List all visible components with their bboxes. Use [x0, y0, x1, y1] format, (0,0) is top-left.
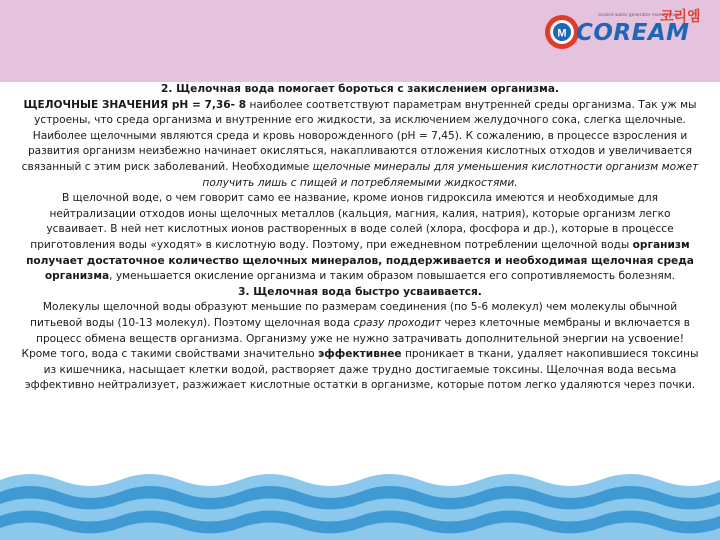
section-3-paragraph [20, 300, 700, 394]
logo-korean-name: 코리엠 [660, 9, 701, 25]
logo-wordmark: COREAM [576, 20, 690, 46]
logo-tagline: ionized water generator manufacturer [598, 12, 682, 17]
paragraph-3-text: Молекулы щелочной воды образуют меньшие по размерам соединения (по 5-6 молекул) чем молекулы обычной питьевой воды (10-13 молекул). Поэтому щелочная вода [30, 301, 678, 329]
paragraph-3-text-2: через клеточные мембраны и включается в процесс обмена веществ организма. Организму уже не нужно затрачивать дополнительной энергии на усвоение! Кроме того, вода с такими свойствами значительно [21, 316, 690, 361]
water-waves-decoration [0, 466, 720, 540]
section-3-heading: 3. Щелочная вода быстро усваивается. [238, 285, 482, 298]
alkaline-minerals-italic: щелочные минералы для уменьшения кислотности организм может получить лишь с пищей и потребляемыми жидкостями. [202, 160, 699, 189]
paragraph-2-text: В щелочной воде, о чем говорит само ее название, кроме ионов гидроксила имеются и необходимые для нейтрализации отходов ионы щелочных металлов (кальция, магния, калия, натрия), которые организм легко усваивает. В ней нет кислотных ионов растворенных в воде солей (хлора, фосфора и др.), которые в процессе приготовления воды «уходят» в кислотную воду. Поэтому, при ежедневном потреблении щелочной воды [30, 192, 674, 251]
article-body [20, 80, 700, 394]
section-2-paragraph-1 [20, 98, 700, 192]
section-2-paragraph-2 [20, 191, 700, 285]
paragraph-2-end: , уменьшается окисление организма и таким образом повышается его сопротивляемость болезням. [109, 270, 676, 283]
paragraph-1-text: наиболее соответствуют параметрам внутренней среды организма. Так уж мы устроены, что среда организма и внутренние его жидкости, за исключением желудочного сока, слегка щелочные. Наиболее щелочными являются среда и кровь новорожденного (рН = 7,45). К сожалению, в процессе взросления и развития организм неизбежно начинает окисляться, накапливаются отложения кислотных отходов и увеличивается связанный с этим риск заболеваний. Необходимые [21, 98, 697, 173]
more-effective-bold: эффективнее [317, 348, 402, 361]
paragraph-2-bold: организм получает достаточное количество щелочных минералов, поддерживается и необходимая щелочная среда организма [26, 238, 694, 283]
paragraph-3-text-3: проникает в ткани, удаляет накопившиеся токсины из кишечника, насыщает клетки водой, растворяет даже трудно достигаемые токсины. Щелочная вода весьма эффективно нейтрализует, разжижает кислотные остатки в организме, которые потом легко удаляются через почки. [24, 348, 699, 392]
ph-values-bold: ЩЕЛОЧНЫЕ ЗНАЧЕНИЯ рН = 7,36- 8 [23, 98, 247, 111]
logo-badge-letter: M [557, 27, 567, 40]
section-2-heading: 2. Щелочная вода помогает бороться с закислением организма. [161, 83, 559, 95]
passes-quickly-italic: сразу проходит [353, 316, 442, 329]
